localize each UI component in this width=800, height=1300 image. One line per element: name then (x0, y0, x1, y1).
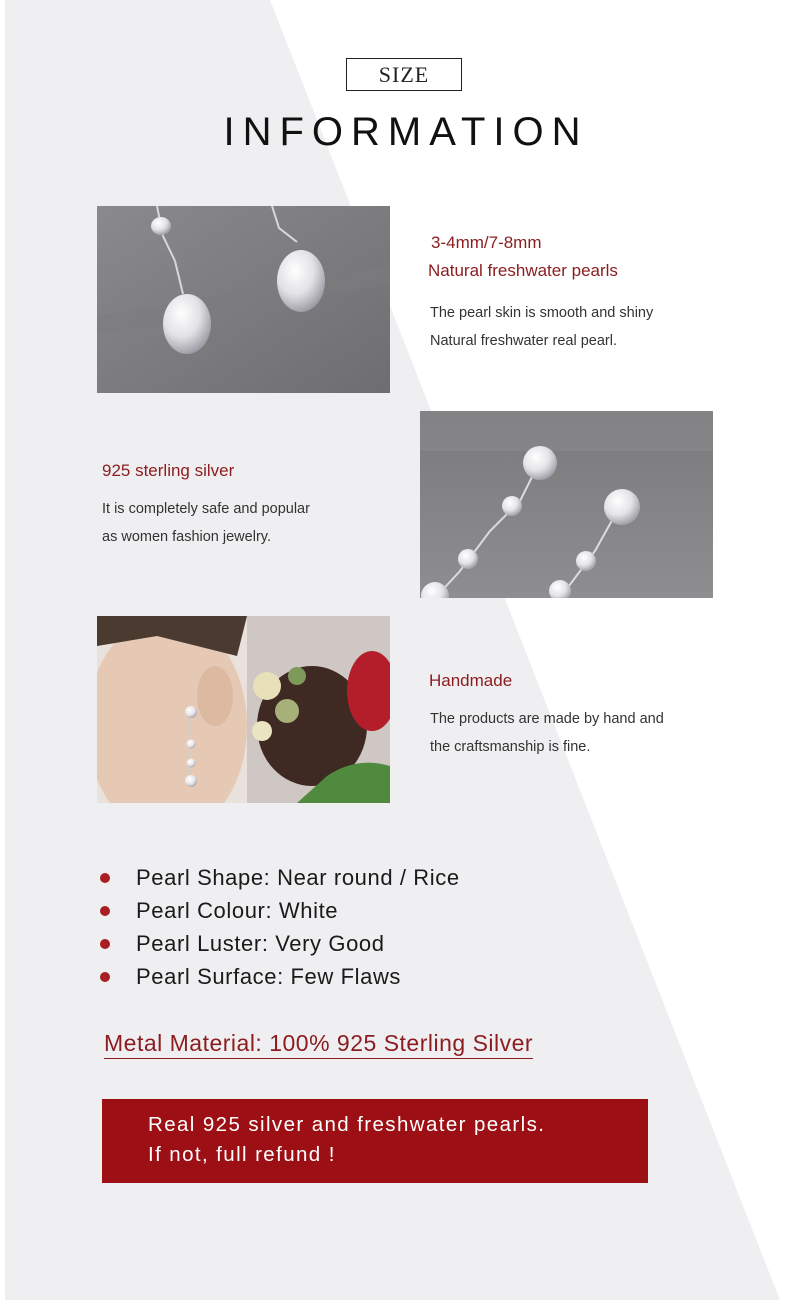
size-label: SIZE (346, 58, 462, 91)
feature-pearl-description-line: Natural freshwater real pearl. (430, 333, 617, 349)
spec-item-text: Pearl Luster: Very Good (136, 930, 385, 956)
feature-handmade-description-line: The products are made by hand and (430, 711, 664, 727)
spec-item (100, 927, 460, 960)
metal-material-label: Metal Material: 100% 925 Sterling Silver (104, 1029, 533, 1059)
bullet-dot-icon (100, 939, 110, 949)
pearl-drop-closeup-photo (97, 206, 390, 393)
spec-item-text: Pearl Colour: White (136, 897, 339, 923)
feature-size-heading: 3-4mm/7-8mm (431, 233, 542, 252)
pearl-chain-earrings-photo (420, 411, 713, 598)
pearl-spec-list (100, 861, 460, 993)
feature-silver-description-line: It is completely safe and popular (102, 501, 310, 517)
bullet-dot-icon (100, 873, 110, 883)
spec-item-text: Pearl Shape: Near round / Rice (136, 864, 460, 890)
information-title: INFORMATION (223, 110, 589, 154)
spec-item (100, 894, 460, 927)
guarantee-line: If not, full refund ! (148, 1143, 336, 1166)
feature-pearl-type-heading: Natural freshwater pearls (428, 261, 618, 280)
bullet-dot-icon (100, 972, 110, 982)
model-wearing-earring-photo (97, 616, 390, 803)
feature-handmade-description-line: the craftsmanship is fine. (430, 739, 591, 755)
feature-handmade-heading: Handmade (429, 671, 513, 690)
spec-item (100, 861, 460, 894)
feature-silver-heading: 925 sterling silver (102, 461, 235, 480)
bullet-dot-icon (100, 906, 110, 916)
guarantee-line: Real 925 silver and freshwater pearls. (148, 1113, 546, 1136)
spec-item-text: Pearl Surface: Few Flaws (136, 963, 402, 989)
feature-silver-description-line: as women fashion jewelry. (102, 529, 271, 545)
guarantee-banner (102, 1099, 648, 1183)
feature-pearl-description-line: The pearl skin is smooth and shiny (430, 305, 654, 321)
spec-item (100, 960, 460, 993)
